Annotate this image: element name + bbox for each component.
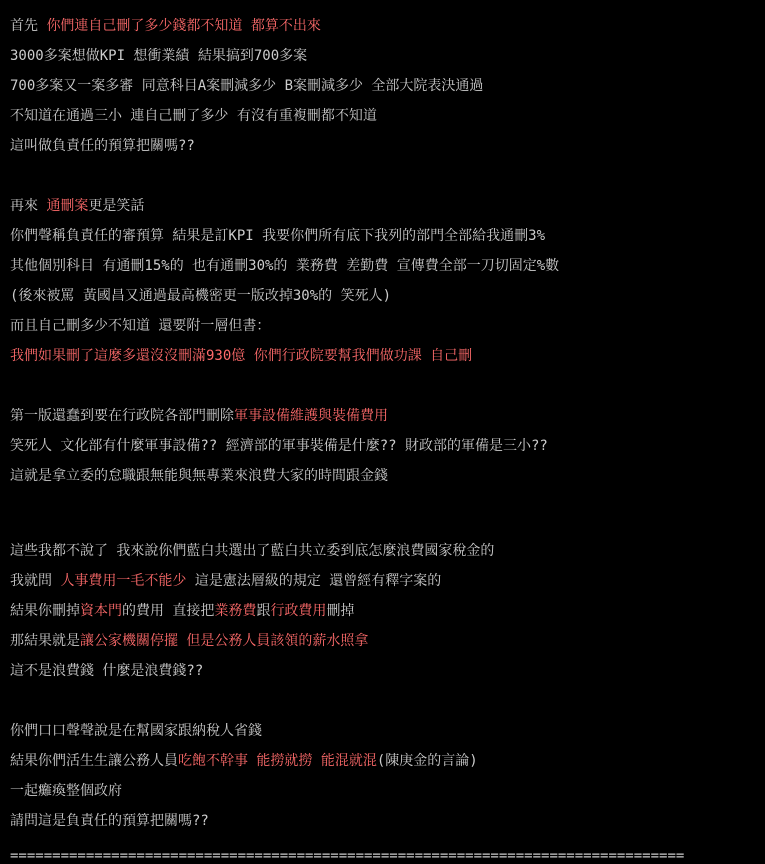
highlighted-text: 吃飽不幹事 能撈就撈 能混就混 (178, 753, 377, 769)
text-line (10, 191, 765, 221)
text-segment: 這不是浪費錢 什麼是浪費錢?? (10, 663, 204, 679)
text-segment: (後來被罵 黃國昌又通過最高機密更一版改掉30%的 笑死人) (10, 288, 391, 304)
text-line (10, 626, 765, 656)
text-segment: 一起癱瘓整個政府 (10, 783, 122, 799)
text-line (10, 461, 765, 491)
text-line (10, 431, 765, 461)
text-segment: 3000多案想做KPI 想衝業績 結果搞到700多案 (10, 48, 308, 64)
paragraph-3 (10, 401, 765, 491)
text-segment: 你們口口聲聲說是在幫國家跟納稅人省錢 (10, 723, 262, 739)
text-segment: 跟 (256, 603, 271, 619)
text-line (10, 656, 765, 686)
text-line (10, 311, 765, 341)
blank-line (10, 491, 765, 521)
text-line (10, 536, 765, 566)
text-segment: 而且自己刪多少不知道 還要附一層但書： (10, 318, 271, 334)
text-line (10, 341, 765, 371)
text-segment: 不知道在通過三小 連自己刪了多少 有沒有重複刪都不知道 (10, 108, 377, 124)
text-segment: 這就是拿立委的怠職跟無能與無專業來浪費大家的時間跟金錢 (10, 468, 388, 484)
highlighted-text: 軍事設備維護與裝備費用 (234, 408, 388, 424)
text-segment: 請問這是負責任的預算把關嗎?? (10, 813, 209, 829)
text-segment: (陳庚金的言論) (376, 753, 478, 769)
text-segment: 這叫做負責任的預算把關嗎?? (10, 138, 195, 154)
text-segment: 那結果就是 (10, 633, 80, 649)
text-line (10, 596, 765, 626)
text-segment: 首先 (10, 18, 47, 34)
paragraph-4 (10, 536, 765, 686)
text-line (10, 251, 765, 281)
text-line (10, 776, 765, 806)
text-segment: 結果你們活生生讓公務人員 (10, 753, 178, 769)
text-line (10, 716, 765, 746)
highlighted-text: 你們連自己刪了多少錢都不知道 都算不出來 (46, 18, 321, 34)
blank-line (10, 161, 765, 191)
text-segment: 這些我都不說了 我來說你們藍白共選出了藍白共立委到底怎麼浪費國家稅金的 (10, 543, 495, 559)
blank-line (10, 686, 765, 716)
text-segment: 700多案又一案多審 同意科目A案刪減多少 B案刪減多少 全部大院表決通過 (10, 78, 484, 94)
text-line (10, 71, 765, 101)
highlighted-text: 行政費用 (270, 603, 327, 619)
post-content (10, 11, 765, 864)
highlighted-text: 讓公家機關停擺 但是公務人員該領的薪水照拿 (80, 633, 369, 649)
paragraph-2 (10, 191, 765, 371)
text-segment: 再來 (10, 198, 47, 214)
text-line (10, 41, 765, 71)
text-segment: 我就問 (10, 573, 61, 589)
text-line (10, 401, 765, 431)
highlighted-text: 我們如果刪了這麼多還沒沒刪滿930億 你們行政院要幫我們做功課 自己刪 (10, 348, 473, 364)
text-line (10, 281, 765, 311)
paragraph-1 (10, 11, 765, 161)
text-line (10, 806, 765, 836)
blank-line (10, 371, 765, 401)
paragraph-5 (10, 716, 765, 836)
text-segment: 更是笑話 (88, 198, 145, 214)
text-line (10, 131, 765, 161)
separator-line: ================================================================================ (10, 848, 685, 864)
text-segment: 結果你刪掉 (10, 603, 80, 619)
text-segment: 笑死人 文化部有什麼軍事設備?? 經濟部的軍事裝備是什麼?? 財政部的軍備是三小?? (10, 438, 548, 454)
text-line (10, 101, 765, 131)
text-segment: 你們聲稱負責任的審預算 結果是訂KPI 我要你們所有底下我列的部門全部給我通刪3% (10, 228, 545, 244)
text-line (10, 746, 765, 776)
highlighted-text: 資本門 (80, 603, 122, 619)
text-segment: 刪掉 (326, 603, 355, 619)
highlighted-text: 通刪案 (46, 198, 89, 214)
text-segment: 第一版還蠢到要在行政院各部門刪除 (10, 408, 234, 424)
text-segment: 這是憲法層級的規定 還曾經有釋字案的 (186, 573, 442, 589)
highlighted-text: 業務費 (214, 603, 257, 619)
blank-line (10, 521, 765, 536)
text-segment: 其他個別科目 有通刪15%的 也有通刪30%的 業務費 差勤費 宣傳費全部一刀切固定%數 (10, 258, 560, 274)
highlighted-text: 人事費用一毛不能少 (60, 573, 187, 589)
text-segment: 的費用 直接把 (122, 603, 215, 619)
text-line (10, 11, 765, 41)
text-line (10, 566, 765, 596)
text-line (10, 221, 765, 251)
